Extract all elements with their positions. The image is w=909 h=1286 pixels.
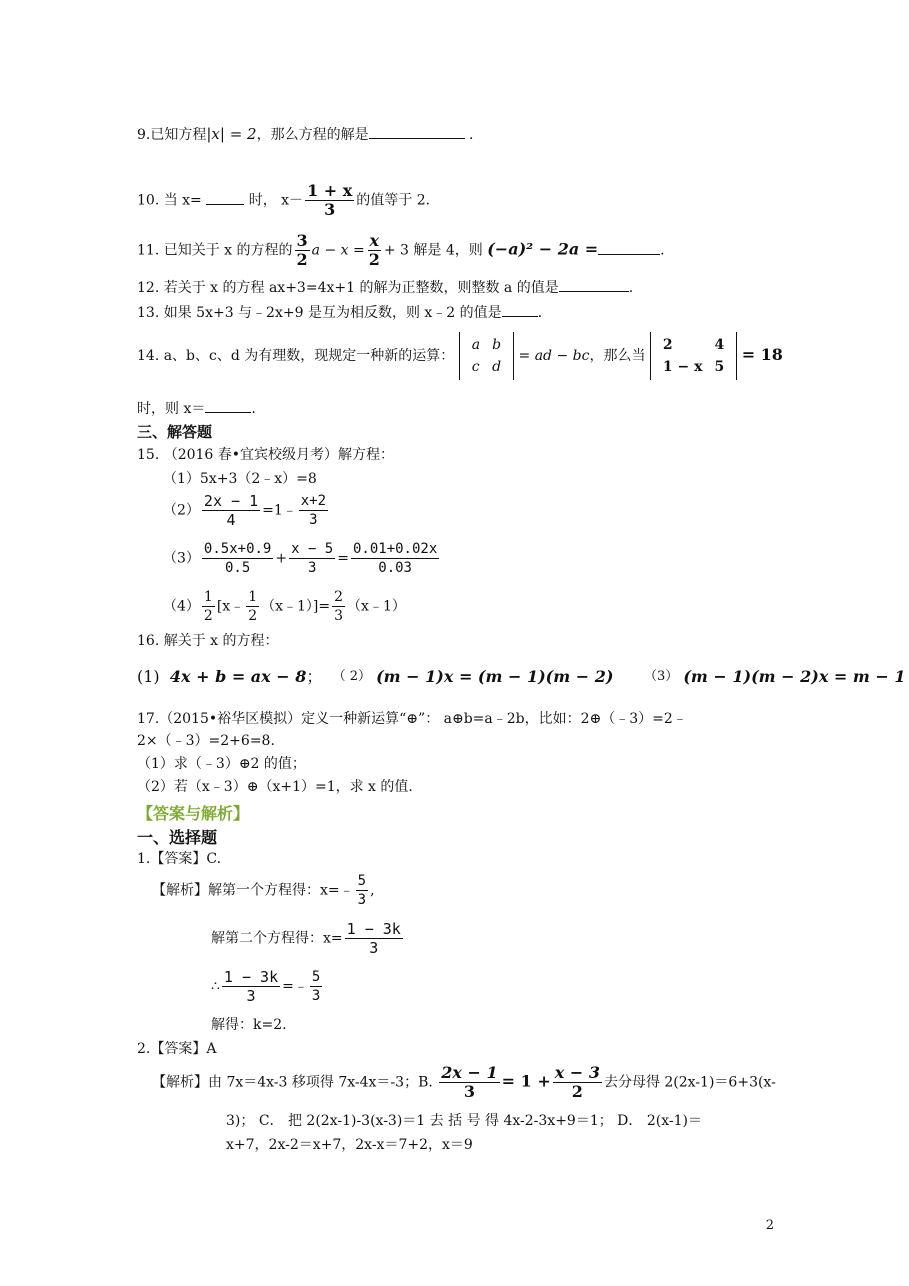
section-heading: 一、选择题 [137,828,218,847]
fraction: $\frac{x - 5}{3}$ [291,541,334,576]
answers-heading: 【答案与解析】 [137,804,250,823]
fraction: $\frac{5}{3}$ [357,873,367,908]
determinant-definition: a b c d [459,332,514,380]
determinant-given: 2 4 1 − x 5 [650,332,737,380]
fraction: $\frac{1 - 3k}{3}$ [223,968,279,1005]
question-12: 12. 若关于 x 的方程 ax+3=4x+1 的解为正整数，则整数 a 的值是 . [137,277,633,297]
answer-blank[interactable] [369,124,465,139]
question-16: 16. 解关于 x 的方程： [137,633,279,649]
question-15-part-4: （4） $\frac{1}{2}$ [x﹣ $\frac{1}{2}$ （x﹣1）]= $\frac{2}{3}$ （x﹣1） [163,589,406,624]
fraction: $\frac{5}{3}$ [311,969,321,1004]
absolute-value-equation: |x| = 2 [206,125,257,143]
question-17-part-2: （2）若（x﹣3）⊕（x+1）=1，求 x 的值. [137,779,413,795]
answer-2-line3: x+7，2x-2＝x+7，2x-x＝7+2，x＝9 [226,1137,473,1153]
fraction: $\frac{2x - 1}{4}$ [203,492,259,529]
question-11: 11. 已知关于 x 的方程的 $\frac{3}{2}$ a − x = $\frac{x}{2}$ + 3 解是 4，则 (−a)² − 2a = . [137,231,665,269]
fraction: $\frac{2x - 1}{3}$ [441,1063,498,1101]
fraction: $\frac{1 - 3k}{3}$ [346,920,401,957]
answer-1-analysis: 【解析】解第一个方程得：x=﹣ $\frac{5}{3}$ , [152,873,375,908]
answer-blank[interactable] [598,240,660,255]
answer-2-line2: 3)； C． 把 2(2x-1)-3(x-3)＝1 去 括 号 得 4x-2-3x+9＝1； D． 2(x-1)＝ [226,1113,702,1129]
question-17-part-1: （1）求（﹣3）⊕2 的值； [137,756,306,772]
question-15-part-2: （2） $\frac{2x - 1}{4}$ =1﹣ $\frac{x+2}{3}$ [163,492,327,529]
question-14-line2: 时，则 x＝ . [137,398,256,418]
answer-blank[interactable] [502,302,538,317]
question-15-part-3: （3） $\frac{0.5x+0.9}{0.5}$ + $\frac{x - 5}{3}$ = $\frac{0.01+0.02x}{0.03}$ [163,541,438,576]
question-15-part-1: （1）5x+3（2﹣x）=8 [163,471,317,487]
fraction: $\frac{0.5x+0.9}{0.5}$ [203,541,272,576]
question-17-line2: 2×（﹣3）=2+6=8. [137,733,275,749]
question-10: 10. 当 x= 时， x－ $\frac{1 + x}{3}$ 的值等于 2. [137,181,431,219]
answer-1-step-3: ∴ $\frac{1 - 3k}{3}$ =﹣ $\frac{5}{3}$ [211,968,321,1005]
question-17: 17.（2015•裕华区模拟）定义一种新运算“⊕”： a⊕b=a﹣2b，比如：2⊕（﹣3）=2﹣ [137,711,687,727]
answer-blank[interactable] [206,190,244,205]
page-number: 2 [765,1218,774,1233]
answer-blank[interactable] [559,277,629,292]
answer-blank[interactable] [205,398,251,413]
fraction: $\frac{1 + x}{3}$ [307,181,353,219]
answer-1: 1.【答案】C. [137,851,222,867]
fraction: $\frac{0.01+0.02x}{0.03}$ [352,541,438,576]
answer-1-step-2: 解第二个方程得：x= $\frac{1 - 3k}{3}$ [211,920,401,957]
fraction: $\frac{2}{3}$ [334,589,344,624]
fraction: $\frac{1}{2}$ [248,589,258,624]
question-13: 13. 如果 5x+3 与﹣2x+9 是互为相反数，则 x﹣2 的值是 . [137,302,542,322]
question-15: 15. （2016 春•宜宾校级月考）解方程： [137,447,395,463]
question-16-parts: (1) 4x + b = ax − 8； $^{( 2)}$ (m − 1)x = (m − 1)(m − 2) $^{(3)}$ (m − 1)(m − 2)x = m − 1 [137,667,906,686]
answer-2: 2.【答案】A [137,1041,217,1057]
section-heading: 三、解答题 [137,423,213,441]
fraction: $\frac{x - 3}{2}$ [554,1063,600,1101]
fraction: $\frac{3}{2}$ [296,231,308,269]
answer-2-analysis: 【解析】由 7x＝4x-3 移项得 7x-4x＝-3；B. $\frac{2x - 1}{3}$ = 1 + $\frac{x - 3}{2}$ 去分母得 2(2x-1)＝6+3(x- [152,1063,776,1101]
question-14: 14. a、b、c、d 为有理数，现规定一种新的运算： a b c d = ad − bc，那么当 2 4 1 − x 5 = 18 [137,332,783,380]
fraction: $\frac{1}{2}$ [203,589,213,624]
question-9: 9.已知方程|x| = 2，那么方程的解是 . [137,125,474,143]
fraction: $\frac{x}{2}$ [368,231,380,269]
answer-1-step-4: 解得：k=2. [211,1017,287,1033]
fraction: $\frac{x+2}{3}$ [300,493,327,528]
